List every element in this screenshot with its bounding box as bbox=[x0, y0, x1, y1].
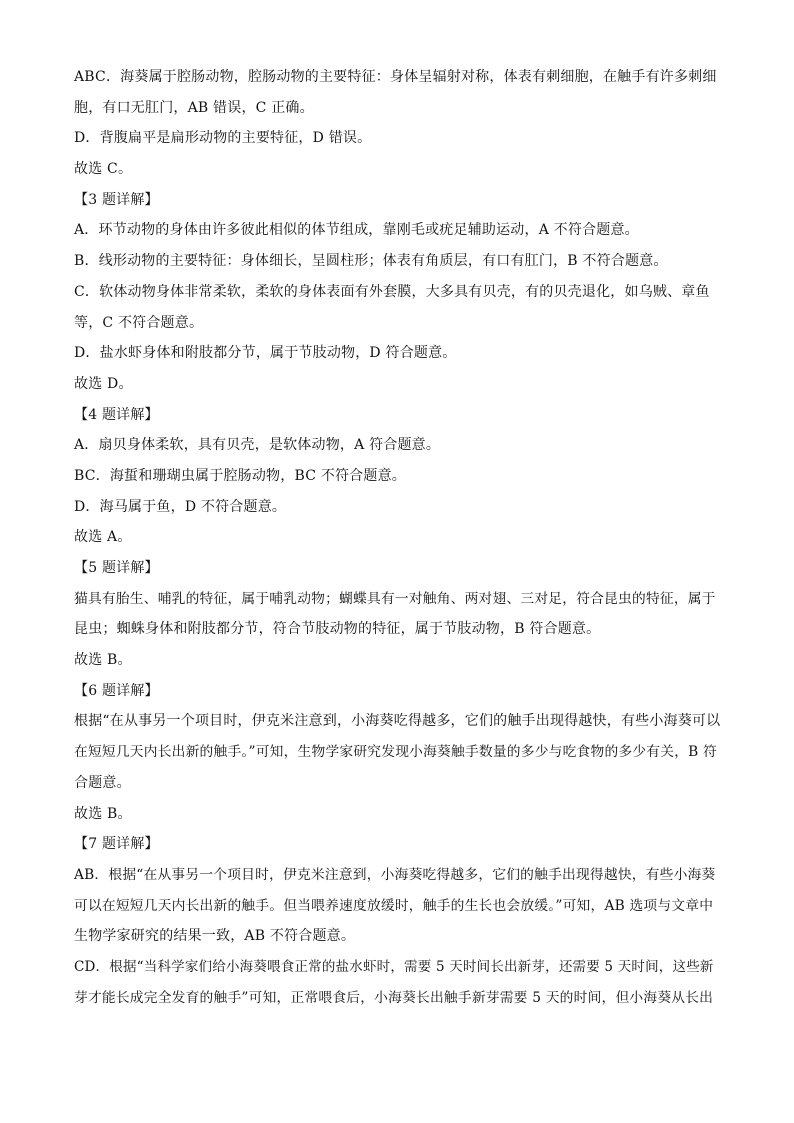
text-line-30: CD．根据“当科学家们给小海葵喂食正常的盐水虾时，需要 5 天时间长出新芽，还需要 5 天时间，这些新 bbox=[74, 958, 714, 975]
section-heading-7: 【7 题详解】 bbox=[74, 836, 159, 853]
text-line-29: 生物学家研究的结果一致，AB 不符合题意。 bbox=[74, 928, 356, 945]
document-body bbox=[74, 62, 722, 1013]
text-line-18: 猫具有胎生、哺乳的特征，属于哺乳动物；蝴蝶具有一对触角、两对翅、三对足，符合昆虫的特征，属于 bbox=[74, 590, 716, 607]
text-line-8: C．软体动物身体非常柔软，柔软的身体表面有外套膜，大多具有贝壳，有的贝壳退化，如乌贼、章鱼 bbox=[74, 283, 710, 300]
text-line-11: 故选 D。 bbox=[74, 375, 133, 392]
text-line-4: 故选 C。 bbox=[74, 161, 133, 178]
section-heading-3: 【3 题详解】 bbox=[74, 191, 159, 208]
text-line-16: 故选 A。 bbox=[74, 529, 132, 546]
text-line-27: AB．根据“在从事另一个项目时，伊克米注意到，小海葵吃得越多，它们的触手出现得越快，有些小海葵 bbox=[74, 866, 716, 883]
text-line-19: 昆虫；蜘蛛身体和附肢都分节，符合节肢动物的特征，属于节肢动物，B 符合题意。 bbox=[74, 621, 601, 638]
text-line-7: B．线形动物的主要特征：身体细长，呈圆柱形；体表有角质层，有口有肛门，B 不符合题意。 bbox=[74, 253, 668, 270]
text-line-6: A．环节动物的身体由许多彼此相似的体节组成，靠刚毛或疣足辅助运动，A 不符合题意。 bbox=[74, 222, 639, 239]
text-line-31: 芽才能长成完全发育的触手”可知，正常喂食后，小海葵长出触手新芽需要 5 天的时间，但小海葵从长出 bbox=[74, 989, 714, 1006]
text-line-20: 故选 B。 bbox=[74, 652, 132, 669]
section-heading-6: 【6 题详解】 bbox=[74, 682, 159, 699]
text-line-9: 等，C 不符合题意。 bbox=[74, 314, 204, 331]
text-line-3: D．背腹扁平是扁形动物的主要特征，D 错误。 bbox=[74, 130, 372, 147]
text-line-1: ABC．海葵属于腔肠动物，腔肠动物的主要特征：身体呈辐射对称，体表有刺细胞，在触手有许多刺细 bbox=[74, 69, 717, 85]
text-line-22: 根据“在从事另一个项目时，伊克米注意到，小海葵吃得越多，它们的触手出现得越快，有些小海葵可以 bbox=[74, 713, 721, 730]
text-line-24: 合题意。 bbox=[74, 774, 131, 791]
text-line-23: 在短短几天内长出新的触手。”可知，生物学家研究发现小海葵触手数量的多少与吃食物的多少有关，B 符 bbox=[74, 744, 717, 761]
text-line-14: BC．海蜇和珊瑚虫属于腔肠动物，BC 不符合题意。 bbox=[74, 467, 406, 484]
section-heading-5: 【5 题详解】 bbox=[74, 560, 159, 576]
text-line-13: A．扇贝身体柔软，具有贝壳，是软体动物，A 符合题意。 bbox=[74, 437, 441, 454]
text-line-15: D．海马属于鱼，D 不符合题意。 bbox=[74, 498, 287, 515]
text-line-2: 胞，有口无肛门，AB 错误，C 正确。 bbox=[74, 99, 314, 116]
text-line-10: D．盐水虾身体和附肢都分节，属于节肢动物，D 符合题意。 bbox=[74, 345, 457, 362]
text-line-28: 可以在短短几天内长出新的触手。但当喂养速度放缓时，触手的生长也会放缓。”可知，AB 选项与文章中 bbox=[74, 897, 714, 914]
text-line-25: 故选 B。 bbox=[74, 805, 132, 822]
section-heading-4: 【4 题详解】 bbox=[74, 406, 159, 423]
